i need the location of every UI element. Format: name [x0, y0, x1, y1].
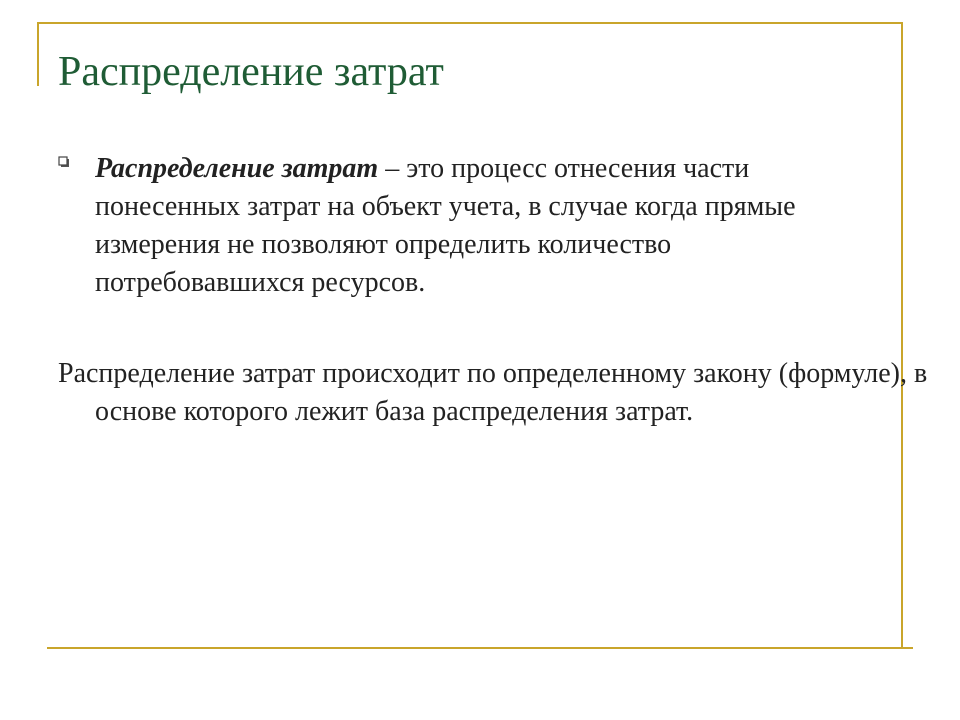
bullet-text [95, 150, 885, 302]
hollow-square-icon [58, 156, 70, 168]
slide-title: Распределение затрат [58, 49, 444, 95]
frame-right-line [901, 22, 903, 648]
frame-left-line [37, 22, 39, 86]
frame-bottom-line [47, 647, 913, 649]
bullet-definition: – это процесс отнесения части понесенных затрат на объект учета, в случае когда прямые измерения не позволяют определить количество потребовавшихся ресурсов. [95, 153, 796, 298]
frame-top-line [37, 22, 903, 24]
body-paragraph: Распределение затрат происходит по определенному закону (формуле), в основе которого лежит база распределения затрат. [58, 358, 928, 427]
bullet-term: Распределение затрат [95, 153, 379, 184]
